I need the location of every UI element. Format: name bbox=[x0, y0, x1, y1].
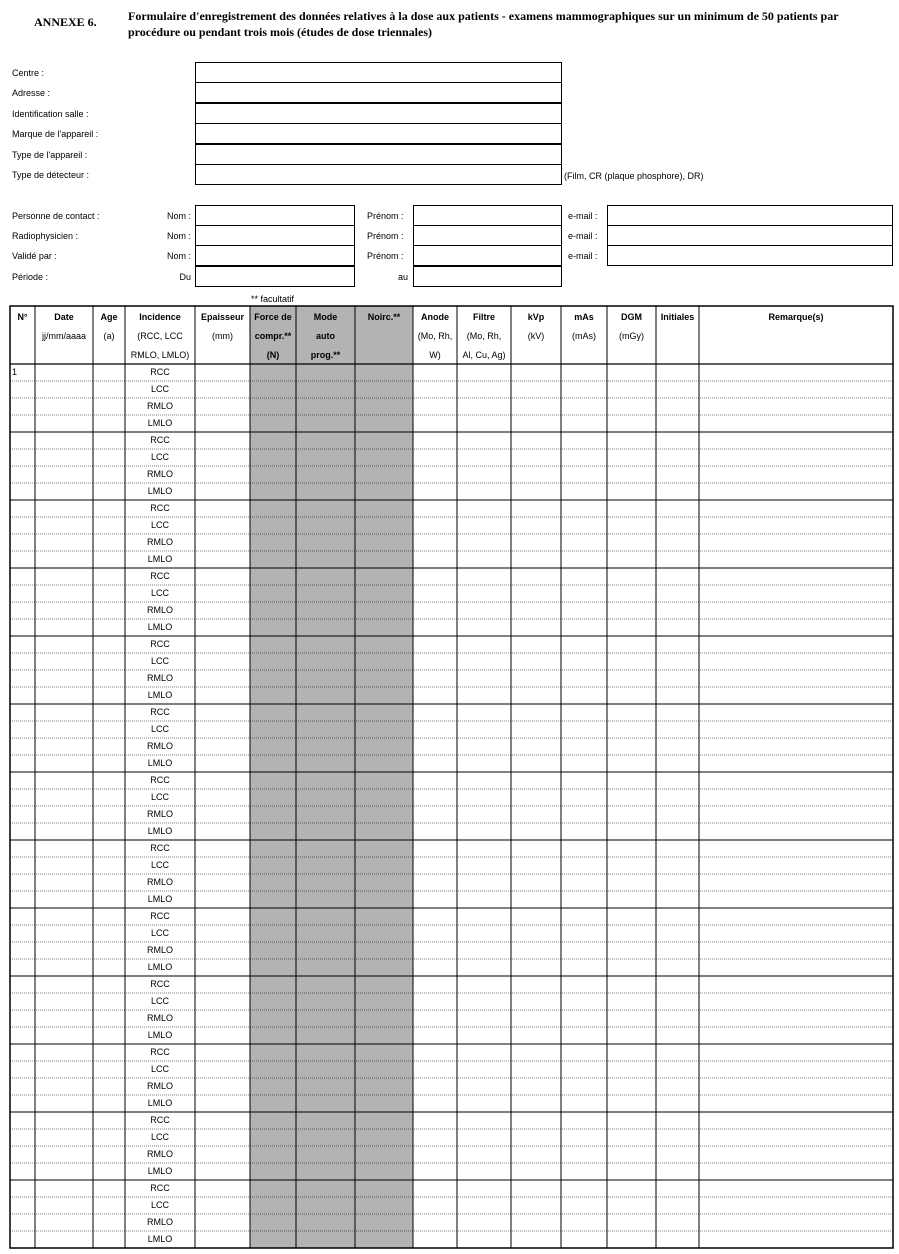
column-header: auto bbox=[316, 331, 335, 341]
column-header: Force de bbox=[254, 312, 292, 322]
incidence-cell: RCC bbox=[150, 775, 170, 785]
column-header: Initiales bbox=[660, 312, 695, 322]
incidence-cell: LCC bbox=[150, 520, 169, 530]
column-header: (mm) bbox=[212, 331, 233, 341]
incidence-cell: LMLO bbox=[147, 1166, 173, 1176]
incidence-cell: LCC bbox=[150, 792, 169, 802]
valide-label: Validé par : bbox=[12, 251, 57, 261]
row-number: 1 bbox=[12, 367, 18, 377]
incidence-cell: LMLO bbox=[147, 962, 173, 972]
column-header: Al, Cu, Ag) bbox=[462, 350, 506, 360]
column-header: (Mo, Rh, bbox=[417, 331, 453, 341]
incidence-cell: LMLO bbox=[147, 690, 173, 700]
type-appareil-label: Type de l'appareil : bbox=[12, 150, 88, 160]
annexe-label: ANNEXE 6. bbox=[34, 15, 97, 29]
column-header: (mAs) bbox=[572, 331, 596, 341]
column-header: Date bbox=[54, 312, 74, 322]
column-header: (N) bbox=[266, 350, 280, 360]
incidence-cell: LCC bbox=[150, 384, 169, 394]
valide-email-label: e-mail : bbox=[568, 251, 598, 261]
incidence-cell: RCC bbox=[150, 367, 170, 377]
valide-prenom-label: Prénom : bbox=[367, 251, 404, 261]
incidence-cell: RMLO bbox=[146, 469, 173, 479]
contact-label: Personne de contact : bbox=[12, 211, 100, 221]
column-header: mAs bbox=[574, 312, 594, 322]
radiophysicien-label: Radiophysicien : bbox=[12, 231, 79, 241]
adresse-label: Adresse : bbox=[12, 88, 51, 98]
column-header: W) bbox=[429, 350, 441, 360]
column-header: RMLO, LMLO) bbox=[130, 350, 190, 360]
contact-email-label: e-mail : bbox=[568, 211, 598, 221]
incidence-cell: LCC bbox=[150, 860, 169, 870]
incidence-cell: LMLO bbox=[147, 826, 173, 836]
column-header: Incidence bbox=[139, 312, 181, 322]
incidence-cell: RCC bbox=[150, 979, 170, 989]
column-header: (mGy) bbox=[619, 331, 644, 341]
incidence-cell: RCC bbox=[150, 1115, 170, 1125]
periode-label: Période : bbox=[12, 272, 49, 282]
shaded-column bbox=[355, 306, 413, 1248]
incidence-cell: RCC bbox=[150, 843, 170, 853]
incidence-cell: LMLO bbox=[147, 418, 173, 428]
incidence-cell: LMLO bbox=[147, 622, 173, 632]
salle-label: Identification salle : bbox=[12, 109, 89, 119]
column-header: (Mo, Rh, bbox=[466, 331, 502, 341]
incidence-cell: LCC bbox=[150, 724, 169, 734]
column-header: Noirc.** bbox=[367, 312, 401, 322]
contact-prenom-label: Prénom : bbox=[367, 211, 404, 221]
incidence-cell: RMLO bbox=[146, 605, 173, 615]
incidence-cell: RMLO bbox=[146, 945, 173, 955]
type-detecteur-label: Type de détecteur : bbox=[12, 170, 90, 180]
column-header: Anode bbox=[421, 312, 449, 322]
incidence-cell: RCC bbox=[150, 639, 170, 649]
incidence-cell: RMLO bbox=[146, 537, 173, 547]
au-label: au bbox=[397, 272, 408, 282]
incidence-cell: LCC bbox=[150, 452, 169, 462]
incidence-cell: LMLO bbox=[147, 894, 173, 904]
column-header: Age bbox=[100, 312, 118, 322]
incidence-cell: LMLO bbox=[147, 758, 173, 768]
marque-label: Marque de l'appareil : bbox=[12, 129, 99, 139]
column-header: N° bbox=[17, 312, 28, 322]
incidence-cell: RCC bbox=[150, 1183, 170, 1193]
incidence-cell: RMLO bbox=[146, 741, 173, 751]
column-header: Remarque(s) bbox=[768, 312, 824, 322]
shaded-column bbox=[296, 306, 355, 1248]
incidence-cell: LMLO bbox=[147, 1098, 173, 1108]
incidence-cell: LCC bbox=[150, 588, 169, 598]
incidence-cell: LMLO bbox=[147, 1234, 173, 1244]
column-header: Epaisseur bbox=[200, 312, 245, 322]
page-title: Formulaire d'enregistrement des données relatives à la dose aux patients - examens mammographiques sur un minimum de 50 patients par procédure ou pendant trois mois (études de dose triennales) bbox=[128, 9, 839, 39]
radiophysicien-prenom-label: Prénom : bbox=[367, 231, 404, 241]
incidence-cell: LMLO bbox=[147, 486, 173, 496]
column-header: jj/mm/aaaa bbox=[41, 331, 86, 341]
incidence-cell: LCC bbox=[150, 1132, 169, 1142]
detecteur-note: (Film, CR (plaque phosphore), DR) bbox=[564, 171, 704, 181]
incidence-cell: LCC bbox=[150, 1064, 169, 1074]
incidence-cell: RMLO bbox=[146, 877, 173, 887]
radiophysicien-nom-label: Nom : bbox=[166, 231, 191, 241]
incidence-cell: RCC bbox=[150, 1047, 170, 1057]
incidence-cell: RCC bbox=[150, 571, 170, 581]
incidence-cell: LMLO bbox=[147, 1030, 173, 1040]
incidence-cell: RMLO bbox=[146, 1217, 173, 1227]
column-header: Mode bbox=[313, 312, 338, 322]
incidence-cell: RCC bbox=[150, 435, 170, 445]
incidence-cell: LCC bbox=[150, 1200, 169, 1210]
contact-nom-label: Nom : bbox=[166, 211, 191, 221]
incidence-cell: LCC bbox=[150, 996, 169, 1006]
incidence-cell: RMLO bbox=[146, 1149, 173, 1159]
column-header: kVp bbox=[527, 312, 545, 322]
incidence-cell: LCC bbox=[150, 928, 169, 938]
column-header: (RCC, LCC bbox=[137, 331, 183, 341]
valide-nom-label: Nom : bbox=[166, 251, 191, 261]
incidence-cell: RCC bbox=[150, 503, 170, 513]
incidence-cell: RCC bbox=[150, 911, 170, 921]
incidence-cell: RMLO bbox=[146, 401, 173, 411]
centre-label: Centre : bbox=[12, 68, 45, 78]
incidence-cell: LMLO bbox=[147, 554, 173, 564]
radiophysicien-email-label: e-mail : bbox=[568, 231, 598, 241]
facultatif-note: ** facultatif bbox=[251, 294, 295, 304]
incidence-cell: RMLO bbox=[146, 673, 173, 683]
column-header: Filtre bbox=[472, 312, 495, 322]
shaded-column bbox=[250, 306, 296, 1248]
column-header: prog.** bbox=[310, 350, 341, 360]
column-header: compr.** bbox=[254, 331, 292, 341]
du-label: Du bbox=[179, 272, 191, 282]
incidence-cell: RMLO bbox=[146, 809, 173, 819]
incidence-cell: RCC bbox=[150, 707, 170, 717]
column-header: (a) bbox=[103, 331, 115, 341]
incidence-cell: LCC bbox=[150, 656, 169, 666]
column-header: (kV) bbox=[527, 331, 545, 341]
column-header: DGM bbox=[621, 312, 642, 322]
incidence-cell: RMLO bbox=[146, 1081, 173, 1091]
incidence-cell: RMLO bbox=[146, 1013, 173, 1023]
